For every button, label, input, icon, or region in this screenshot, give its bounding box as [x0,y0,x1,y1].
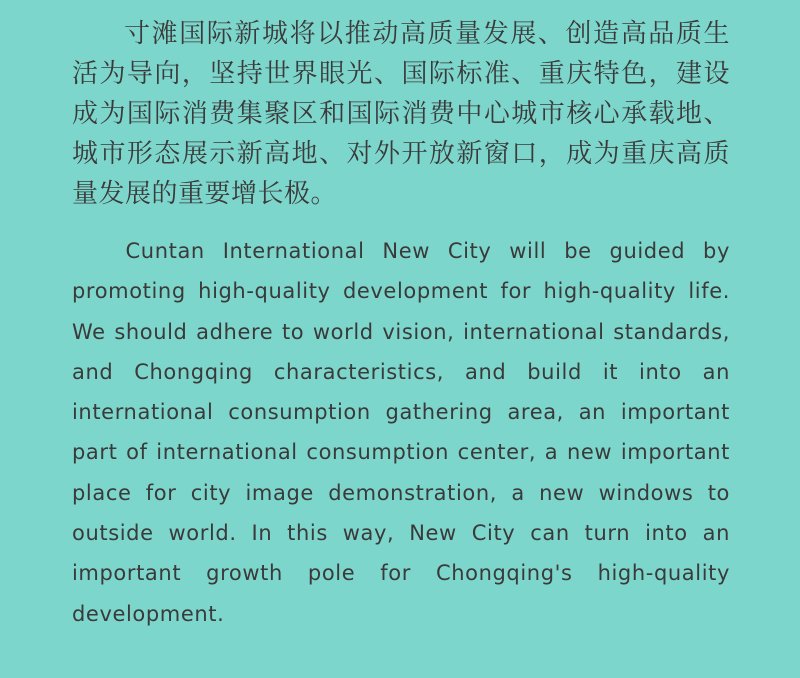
chinese-paragraph: 寸滩国际新城将以推动高质量发展、创造高品质生活为导向，坚持世界眼光、国际标准、重庆特色，建设成为国际消费集聚区和国际消费中心城市核心承载地、城市形态展示新高地、对外开放新窗口，成为重庆高质量发展的重要增长极。 [72,19,730,209]
english-paragraph: Cuntan International New City will be guided by promoting high-quality development for high-quality life. We should adhere to world vision, international standards, and Chongqing characteristics, and build it into an international consumption gathering area, an important part of international consumption center, a new important place for city image demonstration, a new windows to outside world. In this way, New City can turn into an important growth pole for Chongqing's high-quality development. [72,239,730,626]
article-body [72,14,730,634]
